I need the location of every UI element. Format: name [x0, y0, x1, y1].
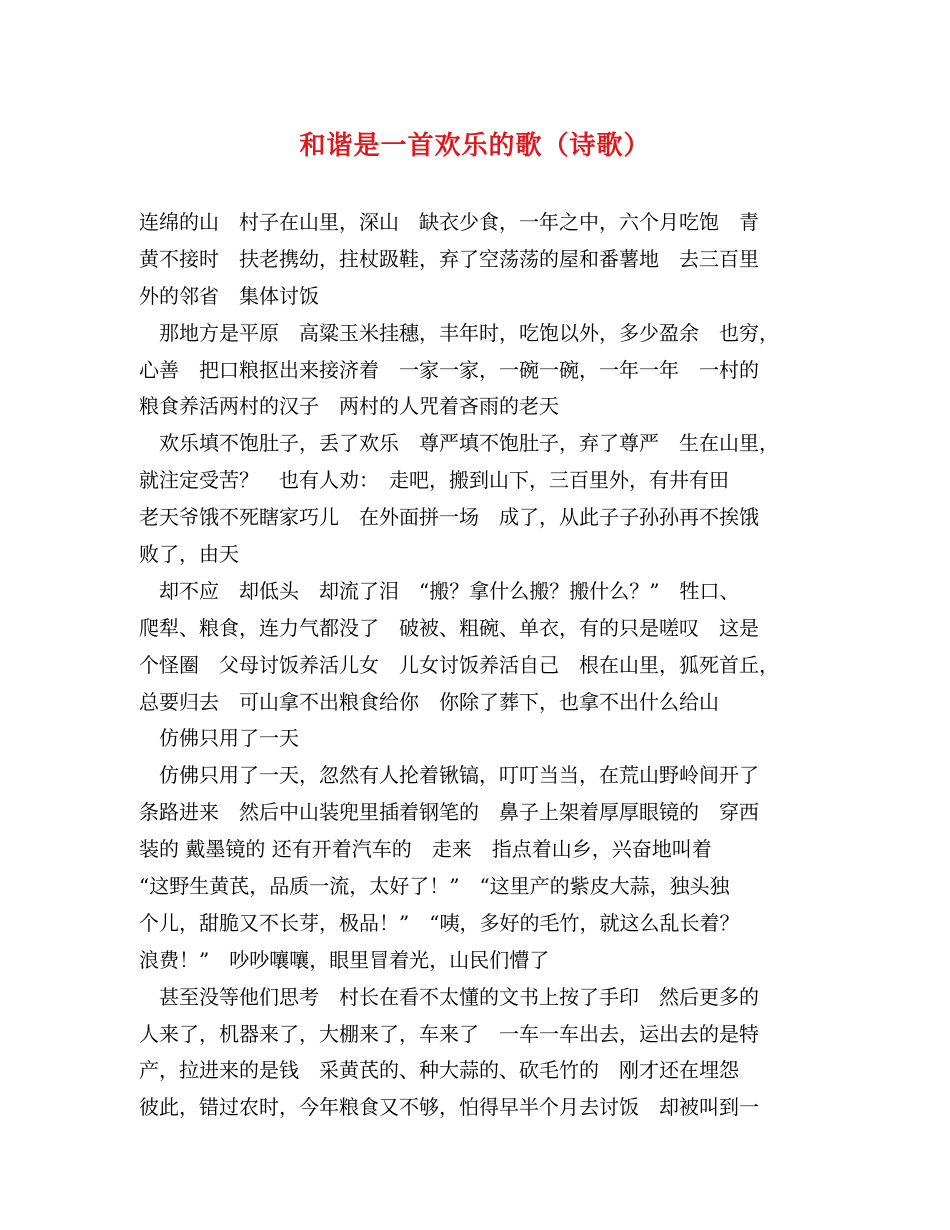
- text-line: 外的邻省 集体讨饭: [139, 283, 319, 308]
- text-line: 彼此，错过农时，今年粮食又不够，怕得早半个月去讨饭 却被叫到一: [139, 1095, 759, 1120]
- text-line: 那地方是平原 高粱玉米挂穗，丰年时，吃饱以外，多少盈余 也穷，: [139, 320, 779, 345]
- text-line: “这野生黄芪，品质一流，太好了！” “这里产的紫皮大蒜，独头独: [139, 874, 730, 899]
- text-line: 欢乐填不饱肚子，丢了欢乐 尊严填不饱肚子，弃了尊严 生在山里，: [139, 431, 779, 456]
- text-line: 黄不接时 扶老携幼，拄杖趿鞋，弃了空荡荡的屋和番薯地 去三百里: [139, 246, 759, 271]
- text-line: 浪费！” 吵吵嚷嚷，眼里冒着光，山民们懵了: [139, 947, 550, 972]
- document-title: 和谐是一首欢乐的歌（诗歌）: [299, 131, 651, 161]
- text-line: 老天爷饿不死瞎家巧儿 在外面拼一场 成了，从此子子孙孙再不挨饿: [139, 505, 759, 530]
- text-line: 人来了，机器来了，大棚来了，车来了 一车一车出去，运出去的是特: [139, 1021, 759, 1046]
- text-line: 仿佛只用了一天，忽然有人抡着锹镐，叮叮当当，在荒山野岭间开了: [139, 763, 759, 788]
- text-line: 心善 把口粮抠出来接济着 一家一家，一碗一碗，一年一年 一村的: [139, 357, 759, 382]
- text-line: 条路进来 然后中山装兜里插着钢笔的 鼻子上架着厚厚眼镜的 穿西: [139, 800, 759, 825]
- text-line: 就注定受苦？ 也有人劝： 走吧，搬到山下，三百里外，有井有田: [139, 468, 729, 493]
- text-line: 产，拉进来的是钱 采黄芪的、种大蒜的、砍毛竹的 刚才还在埋怨: [139, 1058, 739, 1083]
- text-line: 甚至没等他们思考 村长在看不太懂的文书上按了手印 然后更多的: [139, 984, 759, 1009]
- text-line: 总要归去 可山拿不出粮食给你 你除了葬下，也拿不出什么给山: [139, 689, 719, 714]
- text-line: 个儿，甜脆又不长芽，极品！” “咦，多好的毛竹，就这么乱长着？: [139, 910, 740, 935]
- document-body: [139, 204, 819, 1126]
- text-line: 却不应 却低头 却流了泪 “搬？拿什么搬？搬什么？” 牲口、: [139, 578, 740, 603]
- text-line: 装的 戴墨镜的 还有开着汽车的 走来 指点着山乡，兴奋地叫着: [139, 837, 712, 862]
- text-line: 败了，由天: [139, 542, 239, 567]
- text-line: 仿佛只用了一天: [139, 726, 299, 751]
- text-line: 个怪圈 父母讨饭养活儿女 儿女讨饭养活自己 根在山里，狐死首丘，: [139, 652, 779, 677]
- text-line: 连绵的山 村子在山里，深山 缺衣少食，一年之中，六个月吃饱 青: [139, 210, 759, 234]
- text-line: 粮食养活两村的汉子 两村的人咒着吝雨的老天: [139, 394, 559, 419]
- text-line: 爬犁、粮食，连力气都没了 破被、粗碗、单衣，有的只是嗟叹 这是: [139, 615, 759, 640]
